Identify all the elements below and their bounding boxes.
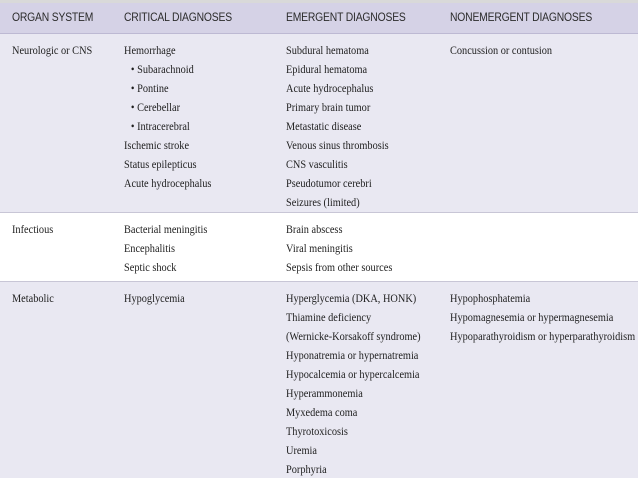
diagnosis-item: Septic shock xyxy=(124,260,177,274)
critical-cell xyxy=(124,41,226,193)
diagnosis-item: Sepsis from other sources xyxy=(286,260,393,274)
diagnosis-item: Hyponatremia or hypernatremia xyxy=(286,348,419,362)
diagnosis-item: Acute hydrocephalus xyxy=(286,81,374,95)
diagnosis-item: (Wernicke-Korsakoff syndrome) xyxy=(286,329,421,343)
diagnosis-subitem: • Intracerebral xyxy=(130,119,190,133)
diagnosis-item: Bacterial meningitis xyxy=(124,222,208,236)
diagnosis-item: Venous sinus thrombosis xyxy=(286,138,389,152)
diagnosis-item: Subdural hematoma xyxy=(286,43,369,57)
table-header xyxy=(0,3,638,34)
diagnosis-item: Hemorrhage xyxy=(124,43,176,57)
diagnosis-item: Encephalitis xyxy=(124,241,176,255)
critical-cell xyxy=(124,289,195,308)
emergent-cell xyxy=(286,220,410,277)
diagnosis-item: Hyperglycemia (DKA, HONK) xyxy=(286,291,417,305)
diagnosis-item: Viral meningitis xyxy=(286,241,353,255)
diagnosis-item: Acute hydrocephalus xyxy=(124,176,212,190)
organ-system-cell xyxy=(12,289,61,308)
diagnosis-item: Thiamine deficiency xyxy=(286,310,372,324)
nonemergent-cell xyxy=(450,41,569,60)
organ-system-label: Infectious xyxy=(12,222,54,236)
diagnosis-subitem: • Cerebellar xyxy=(130,100,181,114)
diagnosis-item: Metastatic disease xyxy=(286,119,362,133)
emergent-cell xyxy=(286,289,442,479)
diagnosis-item: Seizures (limited) xyxy=(286,195,360,209)
diagnosis-item: Hypocalcemia or hypercalcemia xyxy=(286,367,420,381)
diagnosis-item: Epidural hematoma xyxy=(286,62,368,76)
header-emergent-diagnoses: EMERGENT DIAGNOSES xyxy=(286,12,406,24)
diagnosis-item: Thyrotoxicosis xyxy=(286,424,348,438)
diagnosis-item: Porphyria xyxy=(286,462,327,476)
organ-system-label: Metabolic xyxy=(12,291,54,305)
diagnosis-item: Hypophosphatemia xyxy=(450,291,531,305)
table-row-neurologic xyxy=(0,34,638,212)
diagnosis-item: Brain abscess xyxy=(286,222,343,236)
diagnosis-item: Hypoparathyroidism or hyperparathyroidism xyxy=(450,329,636,343)
organ-system-cell xyxy=(12,41,105,60)
header-organ-system: ORGAN SYSTEM xyxy=(12,12,94,24)
critical-cell xyxy=(124,220,221,277)
emergent-cell xyxy=(286,41,405,212)
header-critical-diagnoses: CRITICAL DIAGNOSES xyxy=(124,12,232,24)
diagnosis-item: Hypoglycemia xyxy=(124,291,185,305)
diagnosis-item: Myxedema coma xyxy=(286,405,358,419)
header-nonemergent-diagnoses: NONEMERGENT DIAGNOSES xyxy=(450,12,593,24)
diagnosis-subitem: • Pontine xyxy=(130,81,169,95)
diagnosis-subitem: • Subarachnoid xyxy=(130,62,194,76)
organ-system-cell xyxy=(12,220,60,239)
diagnosis-item: Hyperammonemia xyxy=(286,386,363,400)
table-row-metabolic xyxy=(0,282,638,478)
diagnosis-item: Primary brain tumor xyxy=(286,100,371,114)
diagnosis-item: Concussion or contusion xyxy=(450,43,553,57)
diagnosis-item: Pseudotumor cerebri xyxy=(286,176,372,190)
nonemergent-cell xyxy=(450,289,638,346)
diagnosis-item: CNS vasculitis xyxy=(286,157,348,171)
table-row-infectious xyxy=(0,213,638,281)
diagnosis-item: Hypomagnesemia or hypermagnesemia xyxy=(450,310,614,324)
diagnosis-item: Ischemic stroke xyxy=(124,138,190,152)
diagnosis-item: Status epilepticus xyxy=(124,157,197,171)
organ-system-label: Neurologic or CNS xyxy=(12,43,93,57)
diagnosis-item: Uremia xyxy=(286,443,317,457)
